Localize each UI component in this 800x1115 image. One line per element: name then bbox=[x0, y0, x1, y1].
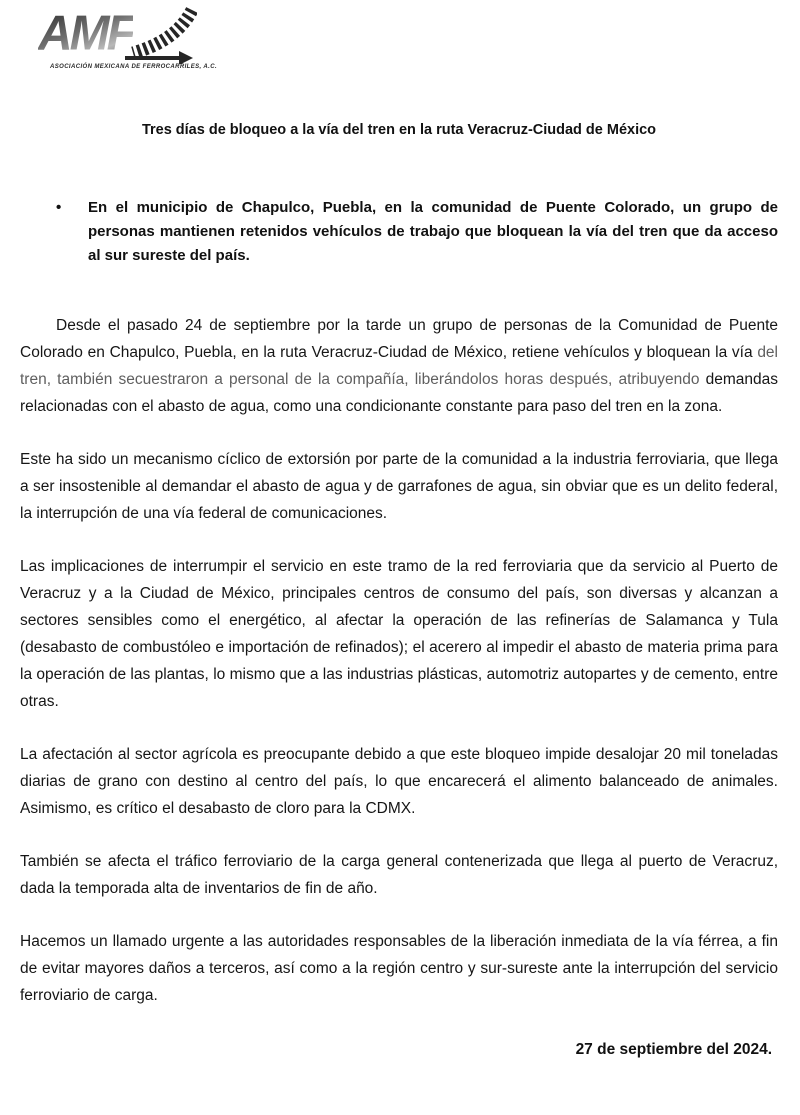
paragraph-call-to-authorities: Hacemos un llamado urgente a las autoridades responsables de la liberación inmediata de la vía férrea, a fin de evitar mayores daños a terceros, así como a la región centro y sur-sureste ante la interrupción del servicio ferroviario de carga. bbox=[20, 933, 778, 1004]
document-body bbox=[20, 312, 778, 1009]
ame-logo-row bbox=[38, 6, 238, 62]
key-point-text: En el municipio de Chapulco, Puebla, en la comunidad de Puente Colorado, un grupo de personas mantienen retenidos vehículos de trabajo que bloquean la vía del tren que da acceso al sur sureste del país. bbox=[88, 199, 778, 264]
paragraph-extortion-mechanism: Este ha sido un mecanismo cíclico de extorsión por parte de la comunidad a la industria ferroviaria, que llega a ser insostenible al demandar el abasto de agua y de garrafones de agua, sin obviar que es un delito federal, la interrupción de una vía federal de comunicaciones. bbox=[20, 451, 778, 522]
press-release-title: Tres días de bloqueo a la vía del tren en la ruta Veracruz-Ciudad de México bbox=[141, 122, 657, 138]
logo-tagline: ASOCIACIÓN MEXICANA DE FERROCARRILES, A.C. bbox=[50, 64, 218, 70]
paragraph-blockade-report-faded-line: del tren, también secuestraron a personal de la compañía, liberándolos horas después, atribuyendo bbox=[20, 344, 778, 388]
ame-logo bbox=[38, 6, 238, 76]
ame-logo-wordmark: AMF bbox=[38, 6, 133, 61]
paragraph-container-traffic: También se afecta el tráfico ferroviario de la carga general contenerizada que llega al puerto de Veracruz, dada la temporada alta de inventarios de fin de año. bbox=[20, 853, 778, 897]
paragraph-blockade-report-part3: demandas relacionadas con el abasto de agua, como una condicionante constante para paso del tren en la zona. bbox=[20, 371, 778, 415]
paragraph-agriculture-impact: La afectación al sector agrícola es preocupante debido a que este bloqueo impide desalojar 20 mil toneladas diarias de grano con destino al centro del país, lo que encarecerá el alimento balanceado de animales. Asimismo, es crítico el desabasto de cloro para la CDMX. bbox=[20, 746, 778, 817]
key-point-bullet-item bbox=[56, 196, 778, 268]
paragraph-blockade-report bbox=[20, 312, 778, 420]
paragraph-service-implications: Las implicaciones de interrumpir el servicio en este tramo de la red ferroviaria que da servicio al Puerto de Veracruz y a la Ciudad de México, principales centros de consumo del país, son diversas y alcanzan a sectores sensibles como el energético, al afectar la operación de las refinerías de Salamanca y Tula (desabasto de combustóleo e importación de refinados); el acerero al impedir el abasto de materia prima para la operación de las plantas, lo mismo que a las industrias plásticas, automotriz autopartes y de cemento, entre otras. bbox=[20, 558, 778, 710]
paragraph-blockade-report-part1: Desde el pasado 24 de septiembre por la tarde un grupo de personas de la Comunidad de Puente Colorado en Chapulco, Puebla, en la ruta Veracruz-Ciudad de México, retiene vehículos y bloquean la vía bbox=[20, 317, 778, 361]
bullet-icon: • bbox=[56, 199, 62, 216]
document-date: 27 de septiembre del 2024. bbox=[575, 1041, 772, 1058]
